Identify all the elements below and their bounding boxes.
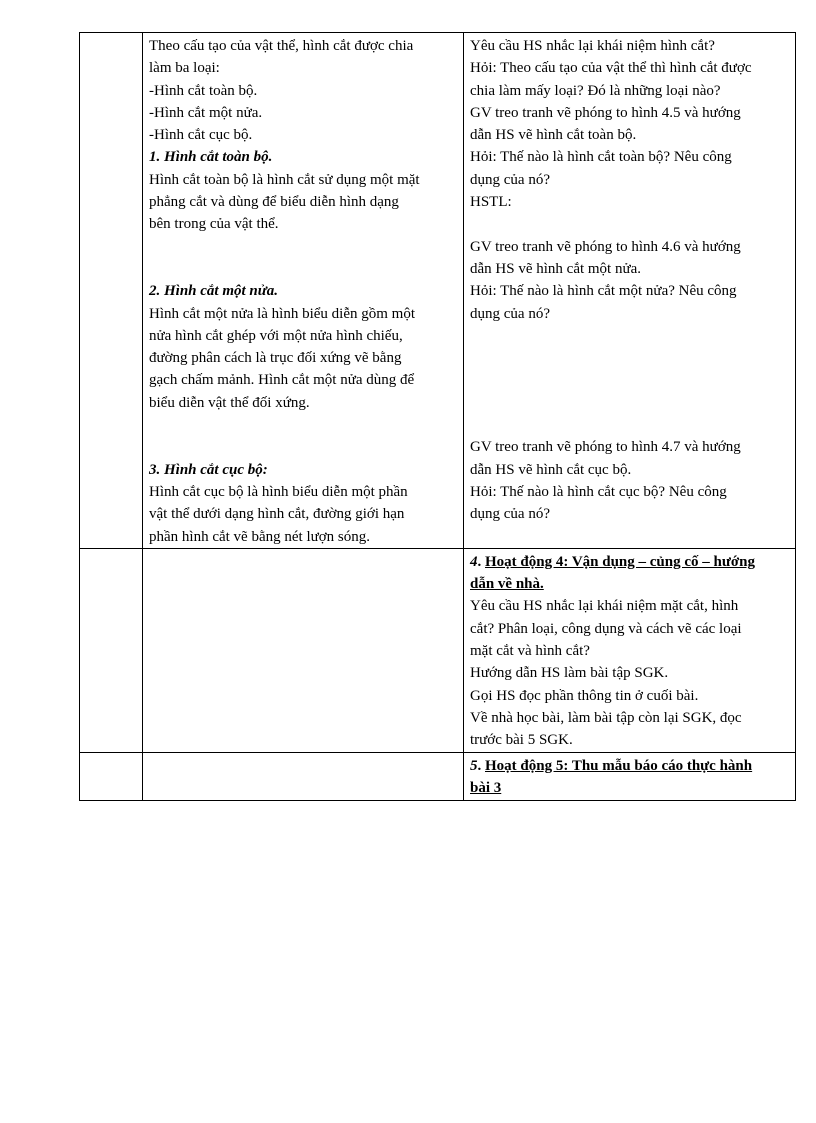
empty-cell: [143, 548, 464, 752]
text-line: đường phân cách là trục đối xứng vẽ bằng: [149, 350, 402, 367]
text-line: Hỏi: Theo cấu tạo của vật thể thì hình cắt được: [470, 60, 752, 77]
section-heading: 1. Hình cắt toàn bộ.: [149, 149, 273, 166]
text-line: Theo cấu tạo của vật thể, hình cắt được chia: [149, 38, 414, 54]
empty-cell: [80, 752, 143, 800]
spacer: [470, 325, 791, 347]
activity-number: 5: [470, 757, 478, 774]
spacer: [149, 258, 459, 280]
text-line: cắt? Phân loại, công dụng và cách vẽ các loại: [470, 620, 742, 637]
spacer: [470, 213, 791, 235]
text-line: GV treo tranh vẽ phóng to hình 4.5 và hướng: [470, 104, 741, 121]
spacer: [149, 236, 459, 258]
text-line: Về nhà học bài, làm bài tập còn lại SGK, đọc: [470, 709, 742, 726]
empty-cell: [143, 752, 464, 800]
text-line: -Hình cắt toàn bộ.: [149, 82, 258, 99]
text-line: mặt cắt và hình cắt?: [470, 643, 590, 660]
text-line: làm ba loại:: [149, 60, 220, 77]
text-line: -Hình cắt cục bộ.: [149, 127, 253, 144]
text-line: Hình cắt một nửa là hình biểu diễn gồm một: [149, 305, 416, 322]
text-line: Hình cắt cục bộ là hình biểu diễn một phần: [149, 483, 408, 500]
text-line: bên trong của vật thể.: [149, 216, 279, 233]
empty-cell: [80, 548, 143, 752]
text-line: trước bài 5 SGK.: [470, 732, 573, 749]
text-line: -Hình cắt một nửa.: [149, 104, 263, 121]
section-heading: 3. Hình cắt cục bộ:: [149, 461, 268, 478]
text-line: GV treo tranh vẽ phóng to hình 4.6 và hướng: [470, 238, 741, 255]
text-line: dẫn HS vẽ hình cắt toàn bộ.: [470, 127, 637, 144]
activity-number: 4: [470, 553, 478, 570]
text-line: Hướng dẫn HS làm bài tập SGK.: [470, 665, 669, 682]
spacer: [149, 414, 459, 436]
text-line: chia làm mấy loại? Đó là những loại nào?: [470, 82, 721, 99]
spacer: [470, 369, 791, 391]
text-line: phẳng cắt và dùng để biểu diễn hình dạng: [149, 194, 399, 211]
text-line: Hình cắt toàn bộ là hình cắt sử dụng một mặt: [149, 171, 420, 188]
spacer: [470, 392, 791, 414]
text-line: gạch chấm mảnh. Hình cắt một nửa dùng để: [149, 372, 415, 389]
text-line: nửa hình cắt ghép với một nửa hình chiếu,: [149, 327, 403, 344]
text-line: dẫn HS vẽ hình cắt cục bộ.: [470, 461, 632, 478]
text-line: dụng của nó?: [470, 506, 550, 523]
activity-5-heading: 5. Hoạt động 5: Thu mẫu báo cáo thực hành: [470, 757, 753, 774]
text-line: Yêu cầu HS nhắc lại khái niệm mặt cắt, hình: [470, 598, 739, 615]
spacer: [149, 436, 459, 458]
activity-4-heading-cont: [470, 573, 791, 595]
text-line: Yêu cầu HS nhắc lại khái niệm hình cắt?: [470, 38, 715, 54]
lesson-plan-table: [79, 32, 796, 801]
activity-title: dẫn về nhà.: [470, 576, 544, 593]
table-row: [80, 33, 796, 549]
empty-cell: [80, 33, 143, 549]
table-row: [80, 752, 796, 800]
text-line: GV treo tranh vẽ phóng to hình 4.7 và hướng: [470, 439, 741, 456]
text-line: Hỏi: Thế nào là hình cắt một nửa? Nêu công: [470, 283, 737, 300]
text-line: Gọi HS đọc phần thông tin ở cuối bài.: [470, 687, 699, 704]
spacer: [470, 347, 791, 369]
section-heading: 2. Hình cắt một nửa.: [149, 283, 279, 300]
spacer: [470, 414, 791, 436]
activity-title: Hoạt động 5: Thu mẫu báo cáo thực hành: [485, 757, 753, 774]
content-cell: [143, 33, 464, 549]
text-line: phần hình cắt vẽ bằng nét lượn sóng.: [149, 528, 371, 545]
text-line: HSTL:: [470, 194, 512, 211]
activity-cell: [464, 548, 796, 752]
text-line: dẫn HS vẽ hình cắt một nửa.: [470, 260, 642, 277]
activity-5-heading-cont: [470, 777, 791, 799]
text-line: Hỏi: Thế nào là hình cắt cục bộ? Nêu công: [470, 483, 727, 500]
text-line: vật thể dưới dạng hình cắt, đường giới hạn: [149, 506, 405, 523]
table-row: [80, 548, 796, 752]
activity-title: Hoạt động 4: Vận dụng – củng cố – hướng: [485, 553, 756, 570]
text-line: dụng của nó?: [470, 305, 550, 322]
activity-4-heading: 4. Hoạt động 4: Vận dụng – củng cố – hướng: [470, 553, 756, 570]
activity-cell: [464, 33, 796, 549]
text-line: biểu diễn vật thể đối xứng.: [149, 394, 310, 411]
text-line: Hỏi: Thế nào là hình cắt toàn bộ? Nêu công: [470, 149, 732, 166]
text-line: dụng của nó?: [470, 171, 550, 188]
activity-title: bài 3: [470, 779, 502, 796]
activity-cell: [464, 752, 796, 800]
